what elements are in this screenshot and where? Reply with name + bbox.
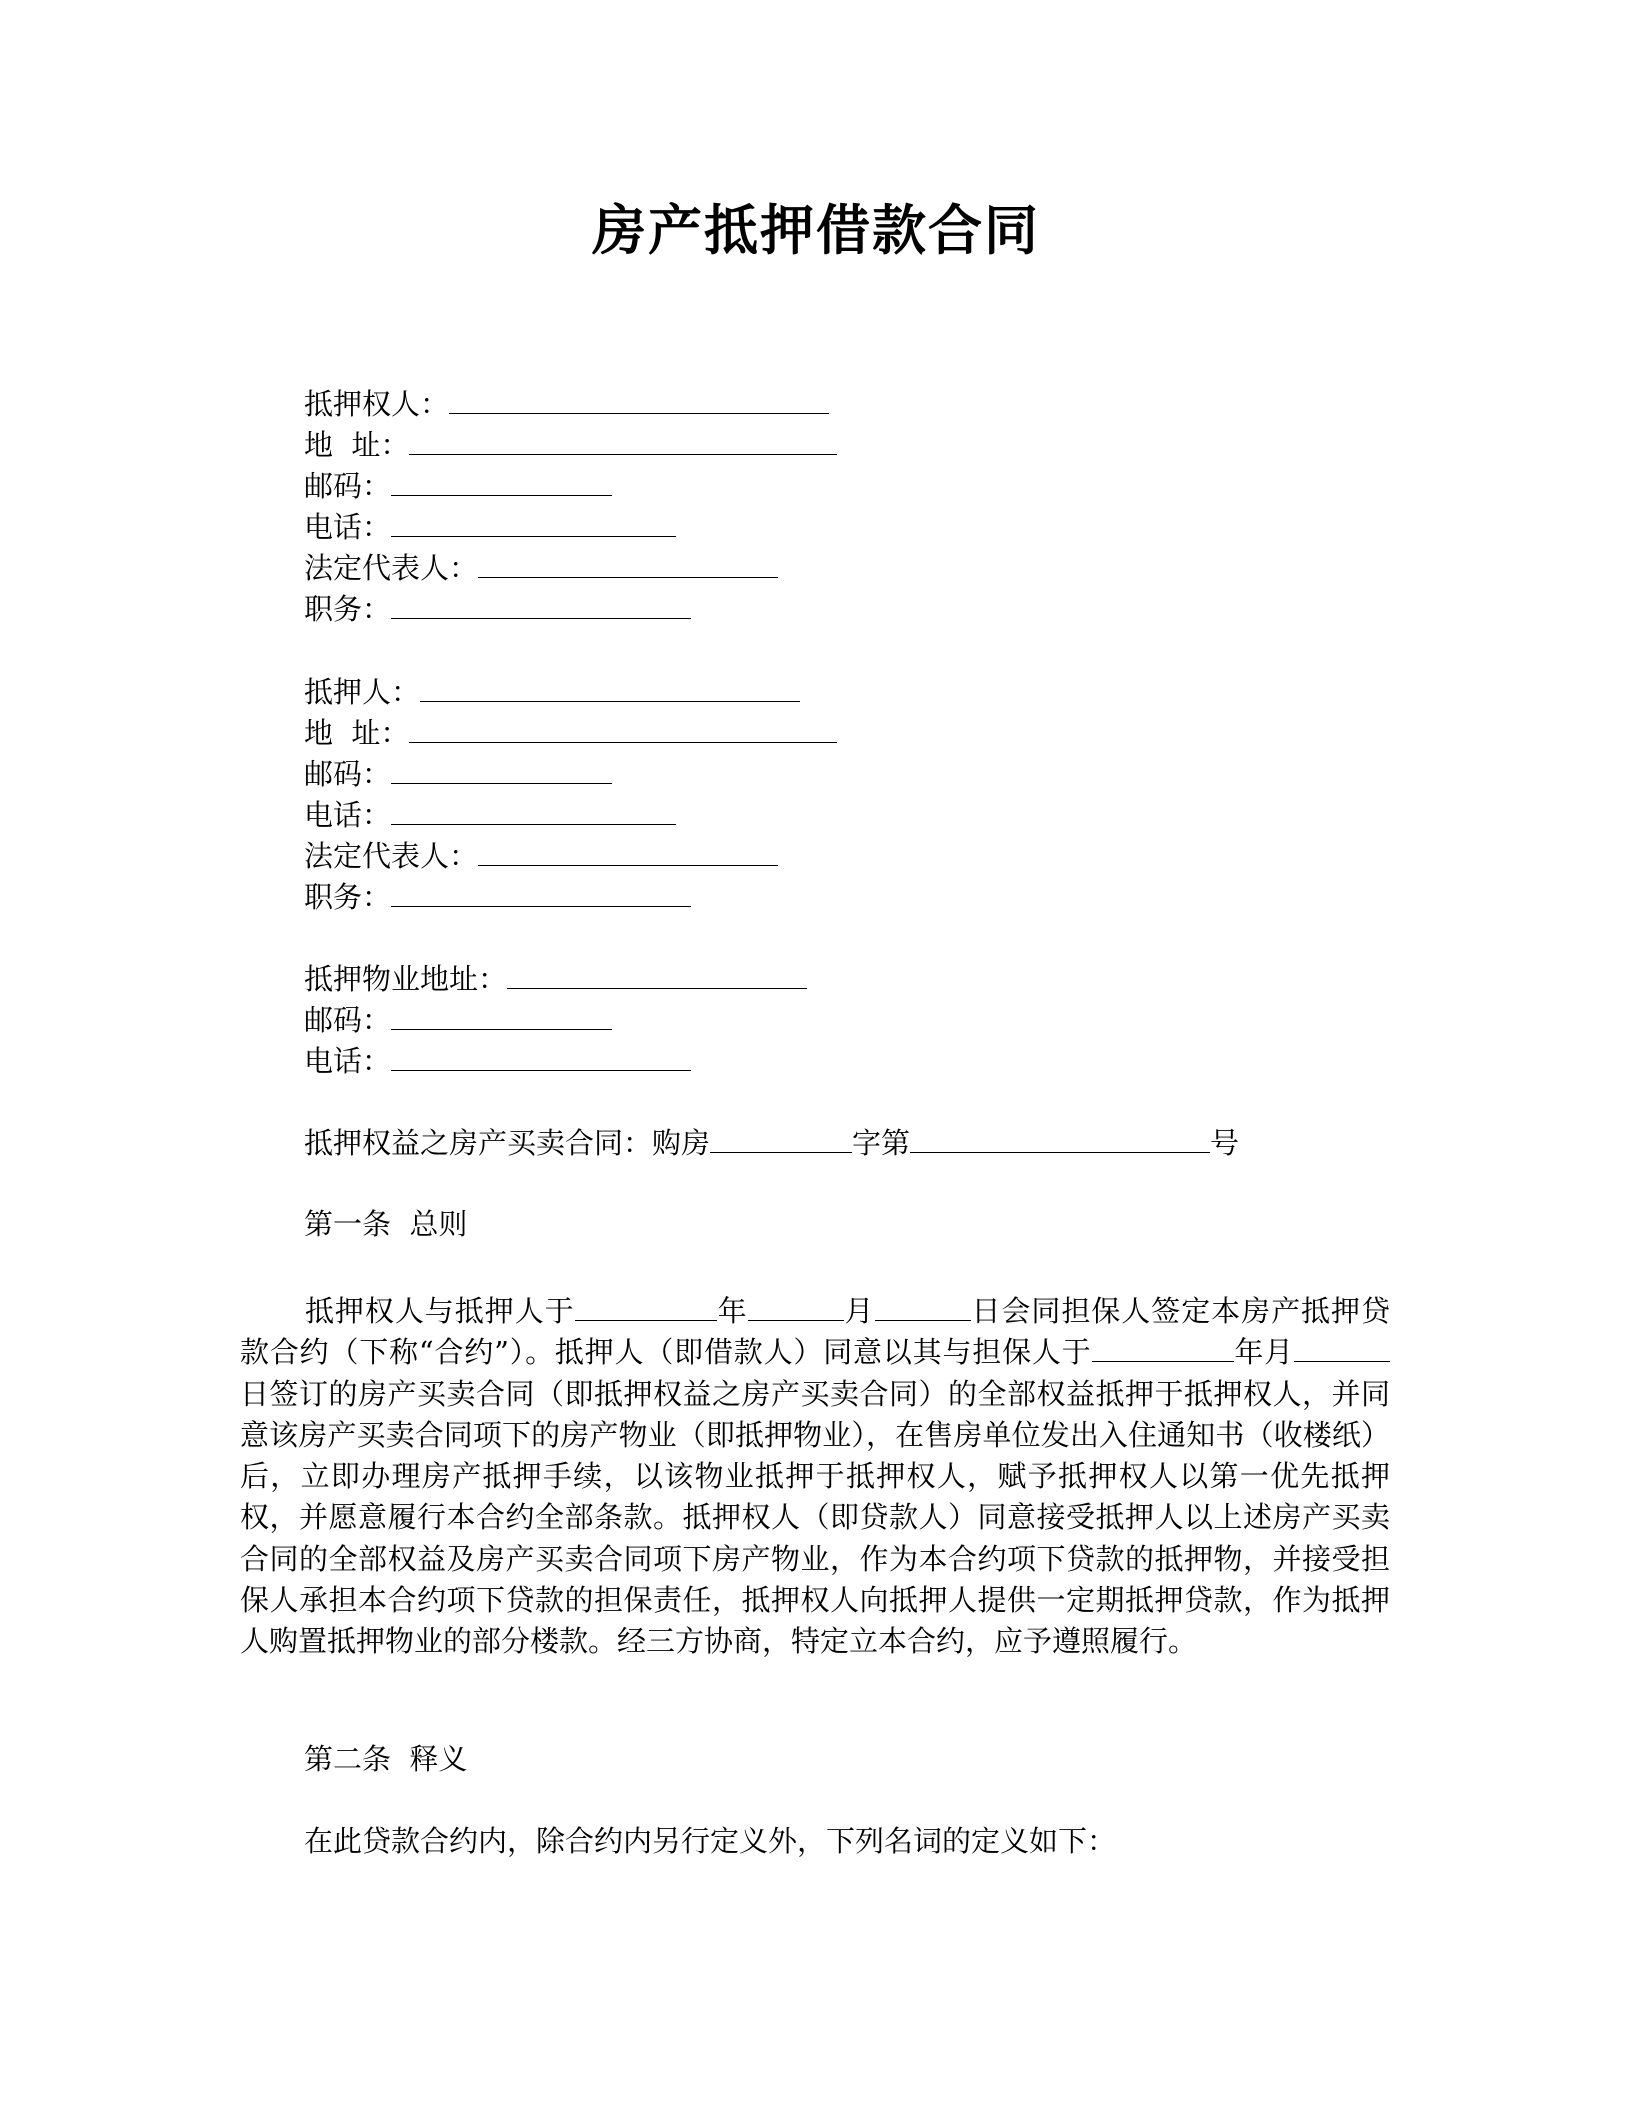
property-address-line [304,958,807,999]
mortgagee-postcode-line [304,465,612,506]
contract-ref-blank-1 [710,1122,852,1153]
property-postcode-blank [391,999,612,1030]
mortgagor-phone-blank [391,794,676,825]
contract-ref-label: 抵押权益之房产买卖合同：购房 [304,1126,711,1160]
article1-text-1: 抵押权人与抵押人于 [304,1294,575,1328]
article2-intro: 在此贷款合约内，除合约内另行定义外，下列名词的定义如下： [304,1824,1117,1858]
mortgagee-name-line [304,383,829,424]
mortgagor-phone-line [304,794,676,835]
mortgagee-name-blank [449,383,829,414]
mortgagee-address-line [304,424,837,465]
purchase-year-blank [1092,1333,1234,1362]
property-address-blank [507,958,807,989]
property-phone-line [304,1040,691,1081]
article1-text-4: 日会同担保人签定本房产抵押贷款合约（下称“合约”）。抵押人（即借款人）同意以其与担保人于 [240,1294,1390,1370]
contract-ref-mid: 字第 [852,1126,911,1160]
contract-ref-blank-2 [910,1122,1210,1153]
mortgagor-postcode-blank [391,753,612,784]
mortgagor-address-label: 地 址： [304,716,410,750]
contract-ref-end: 号 [1210,1126,1240,1160]
document-title: 房产抵押借款合同 [592,199,1040,262]
mortgagee-legal-rep-label: 法定代表人： [304,551,479,585]
article1-text-3: 月 [843,1294,875,1328]
sign-month-blank [748,1292,844,1321]
property-phone-label: 电话： [304,1044,392,1078]
property-postcode-line [304,999,612,1040]
mortgagor-position-blank [391,876,691,907]
mortgagee-name-label: 抵押权人： [304,387,450,421]
mortgagee-position-blank [391,588,691,619]
mortgagor-phone-label: 电话： [304,798,392,832]
mortgagor-address-blank [409,712,837,743]
article1-text-5: 年月 [1233,1335,1294,1370]
mortgagor-legal-rep-blank [478,835,778,866]
mortgagor-legal-rep-line [304,835,778,876]
mortgagor-name-blank [420,671,800,702]
mortgagee-position-label: 职务： [304,592,392,626]
mortgagee-phone-label: 电话： [304,510,392,544]
mortgagee-phone-blank [391,506,676,537]
article1-text-2: 年 [716,1294,748,1328]
mortgagee-postcode-blank [391,465,612,496]
purchase-day-blank [1294,1333,1390,1362]
property-postcode-label: 邮码： [304,1003,392,1037]
sign-year-blank [575,1292,717,1321]
mortgagor-name-line [304,671,800,712]
property-address-label: 抵押物业地址： [304,962,508,996]
article1-text-6: 日签订的房产买卖合同（即抵押权益之房产买卖合同）的全部权益抵押于抵押权人，并同意该房产买卖合同项下的房产物业（即抵押物业），在售房单位发出入住通知书（收楼纸）后，立即办理房产抵押手续，以该物业抵押于抵押权人，赋予抵押权人以第一优先抵押权，并愿意履行本合约全部条款。抵押权人（即贷款人）同意接受抵押人以上述房产买卖合同的全部权益及房产买卖合同项下房产物业，作为本合约项下贷款的抵押物，并接受担保人承担本合约项下贷款的担保责任，抵押权人向抵押人提供一定期抵押贷款，作为抵押人购置抵押物业的部分楼款。经三方协商，特定立本合约，应予遵照履行。 [240,1376,1390,1659]
article1-body [240,1291,1390,1663]
mortgagor-postcode-label: 邮码： [304,757,392,791]
mortgagee-postcode-label: 邮码： [304,469,392,503]
mortgagee-phone-line [304,506,676,547]
mortgagee-legal-rep-line [304,547,778,588]
sign-day-blank [875,1292,971,1321]
property-phone-blank [391,1040,691,1071]
mortgagee-address-blank [409,424,837,455]
mortgagor-name-label: 抵押人： [304,675,421,709]
mortgagee-position-line [304,588,691,629]
mortgagee-address-label: 地 址： [304,428,410,462]
contract-ref-line [304,1122,1239,1163]
mortgagor-address-line [304,712,837,753]
mortgagee-legal-rep-blank [478,547,778,578]
mortgagor-legal-rep-label: 法定代表人： [304,839,479,873]
mortgagor-position-line [304,876,691,917]
mortgagor-postcode-line [304,753,612,794]
mortgagor-position-label: 职务： [304,880,392,914]
article1-heading: 第一条 总则 [304,1207,468,1241]
article2-heading: 第二条 释义 [304,1742,468,1776]
